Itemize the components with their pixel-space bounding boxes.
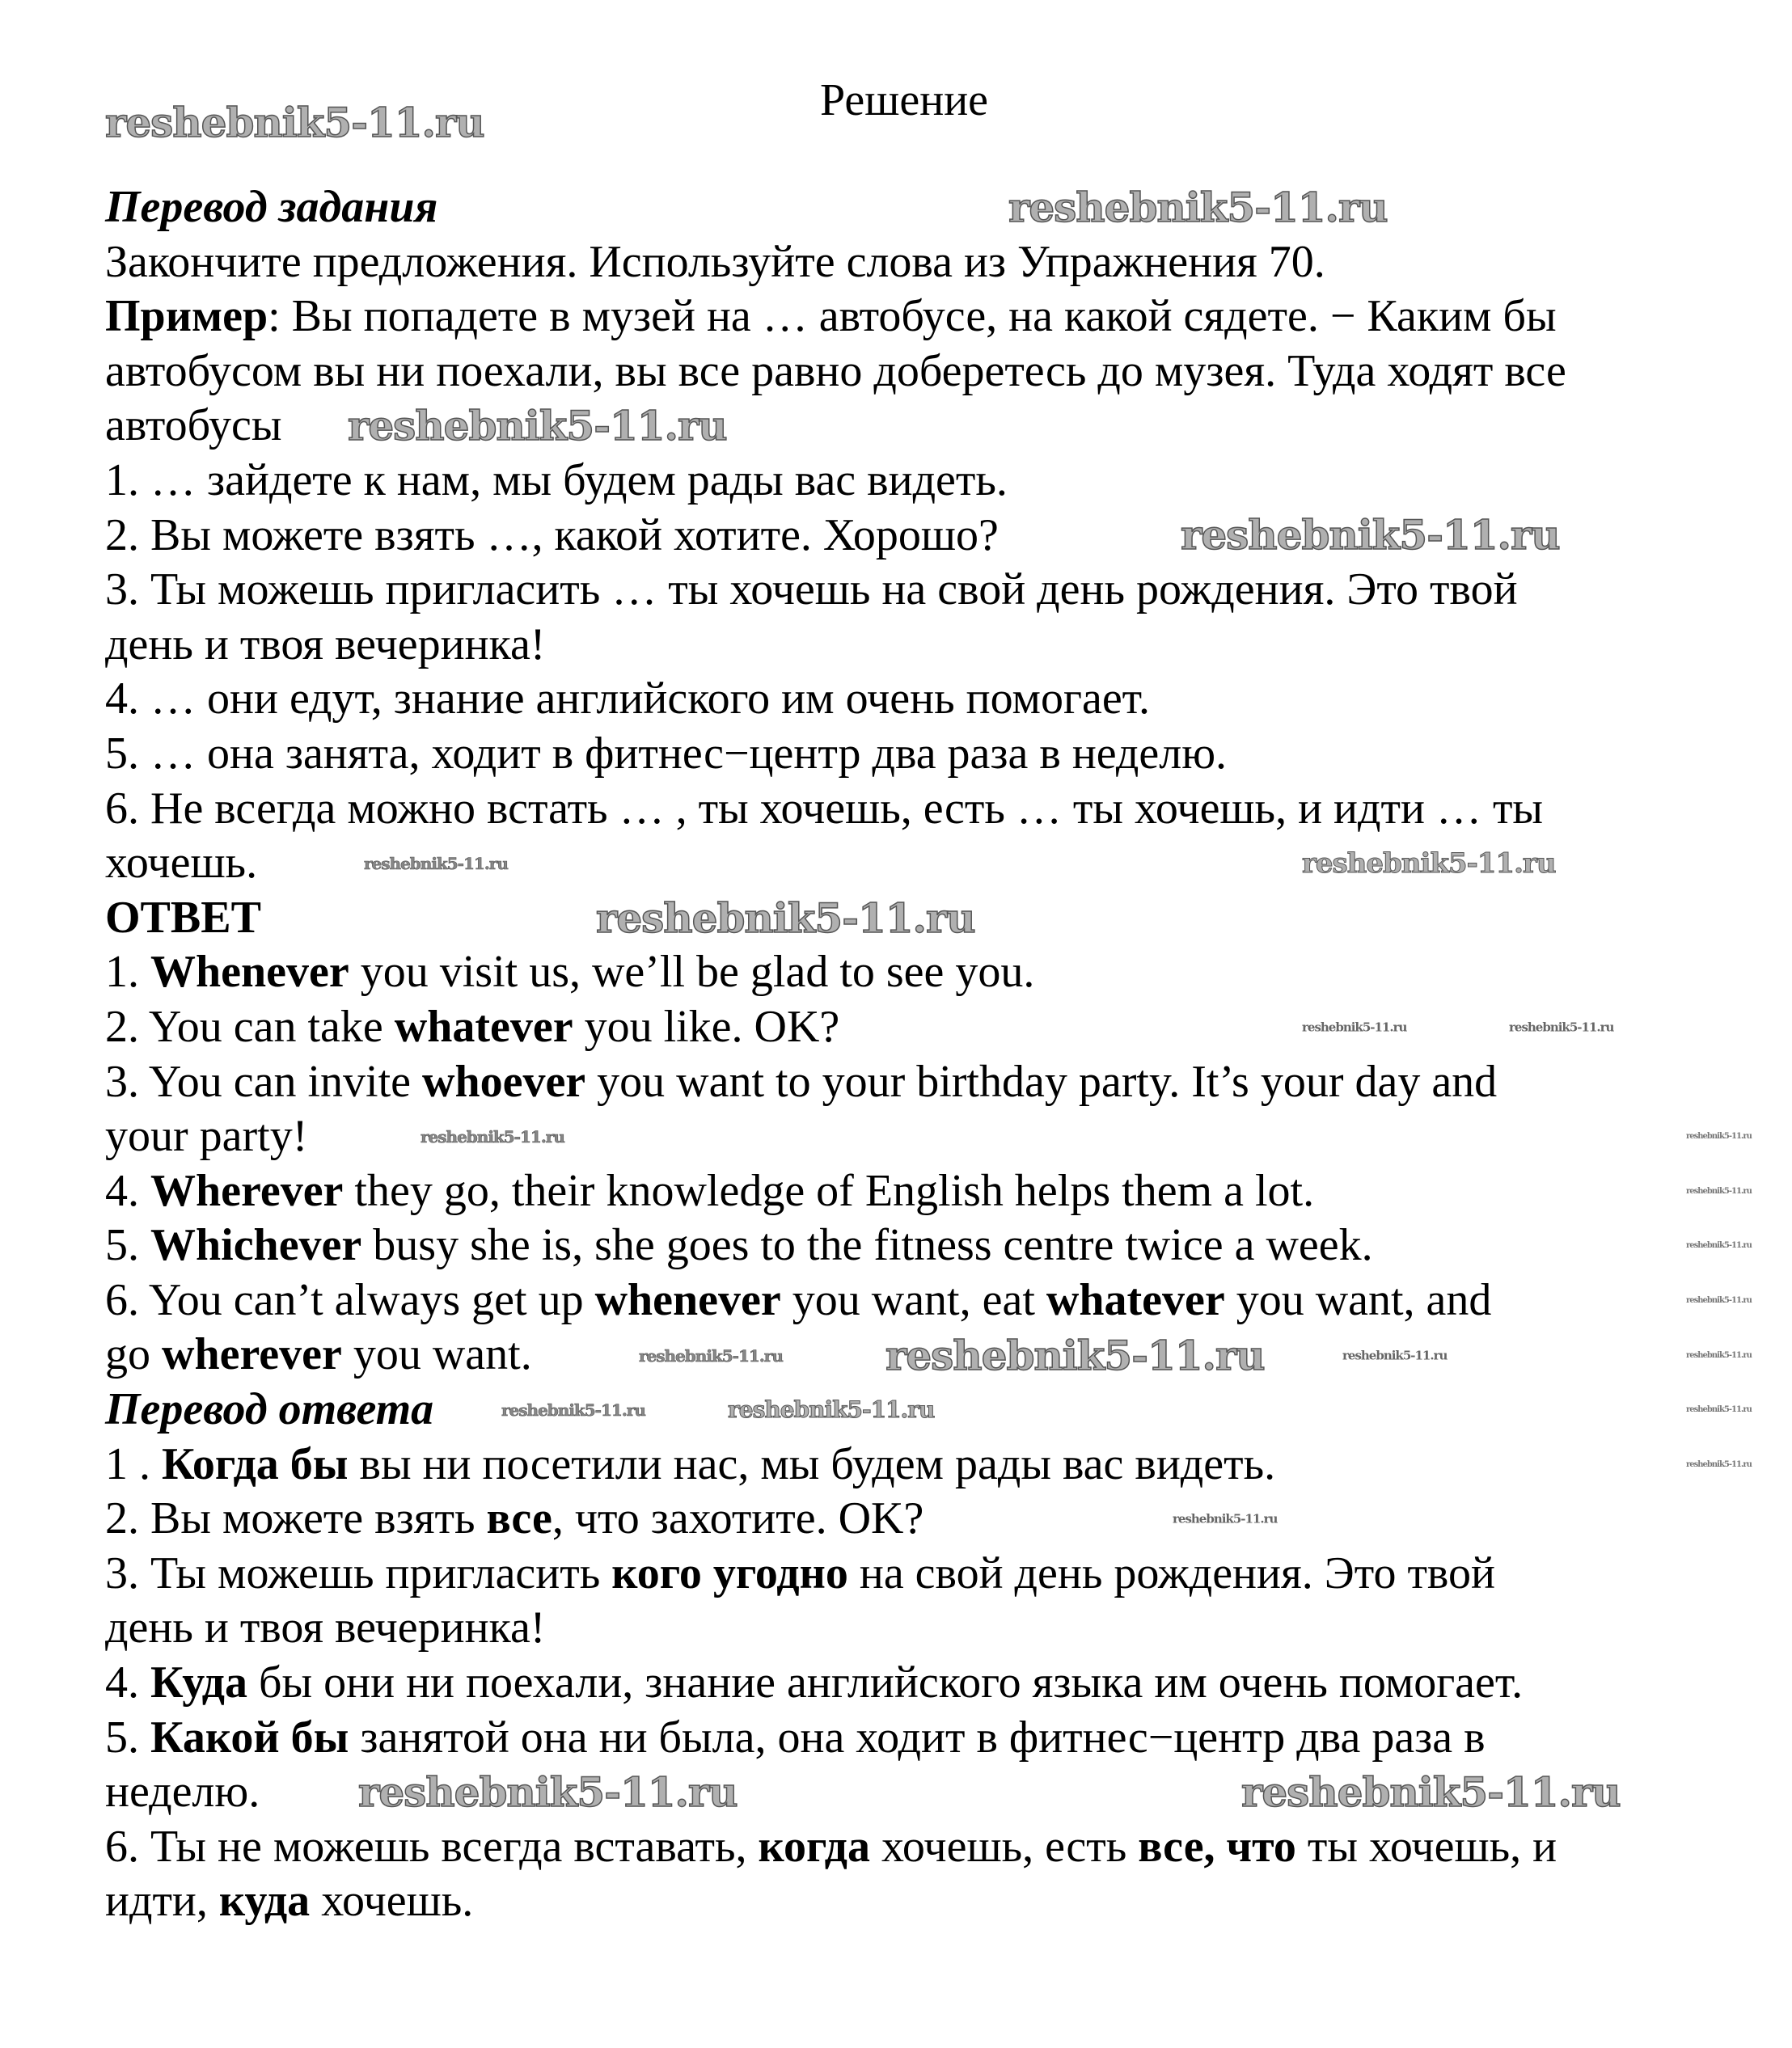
text-segment: they go, their knowledge of English helps them a lot. xyxy=(343,1165,1315,1216)
text-segment: 4. … они едут, знание английского им очень помогает. xyxy=(105,674,1150,724)
bold-text: ОТВЕТ xyxy=(105,892,261,943)
text-segment: you want to your birthday party. It’s your day and xyxy=(585,1056,1498,1107)
text-segment: 5. xyxy=(105,1712,150,1763)
text-segment: busy she is, she goes to the fitness centre twice a week. xyxy=(361,1220,1373,1271)
task-line xyxy=(105,727,1566,782)
text-segment: 6. Ты не можешь всегда вставать, xyxy=(105,1821,759,1872)
text-segment: хочешь, есть xyxy=(870,1821,1139,1872)
answer-line xyxy=(105,1164,1566,1219)
bold-text: Когда бы xyxy=(162,1438,349,1489)
bold-text: whoever xyxy=(422,1056,586,1107)
text-segment: 3. Ты можешь пригласить xyxy=(105,1548,612,1598)
task-line xyxy=(105,782,1566,837)
text-segment: 2. Вы можете взять xyxy=(105,1493,487,1544)
task-line xyxy=(105,672,1566,727)
text-segment: 2. Вы можете взять …, какой хотите. Хорошо? xyxy=(105,509,999,560)
bold-text: whatever xyxy=(394,1001,573,1052)
heading-text: Перевод задания xyxy=(105,182,438,232)
bold-text: Пример xyxy=(105,291,268,342)
heading-text: Перевод ответа xyxy=(105,1384,434,1435)
text-segment: : Вы попадете в музей на … автобусе, на какой сядете. − Каким бы xyxy=(268,291,1557,342)
watermark-logo: reshebnik5-11.ru xyxy=(1686,1296,1752,1305)
text-segment: на свой день рождения. Это твой xyxy=(847,1548,1495,1598)
watermark-logo: reshebnik5-11.ru xyxy=(1686,1187,1752,1196)
watermark-logo: reshebnik5-11.ru xyxy=(1342,1348,1448,1363)
text-segment: 6. Не всегда можно встать … , ты хочешь, есть … ты хочешь, и идти … ты xyxy=(105,783,1544,834)
text-segment: ты хочешь, и xyxy=(1295,1821,1557,1872)
text-segment: 5. … она занята, ходит в фитнес−центр два раза в неделю. xyxy=(105,728,1228,779)
text-segment: идти, xyxy=(105,1876,219,1927)
answer-line xyxy=(105,1273,1566,1328)
text-segment: 1 . xyxy=(105,1438,162,1489)
text-segment: 1. … зайдете к нам, мы будем рады вас видеть. xyxy=(105,454,1008,505)
text-segment: you want, eat xyxy=(780,1274,1046,1325)
watermark-logo: reshebnik5-11.ru xyxy=(501,1400,645,1420)
text-segment: 4. xyxy=(105,1165,150,1216)
watermark-logo: reshebnik5-11.ru xyxy=(1686,1241,1752,1250)
text-segment: день и твоя вечеринка! xyxy=(105,1603,546,1653)
text-segment: you like. OK? xyxy=(573,1001,840,1052)
task-line xyxy=(105,235,1566,290)
watermark-logo: reshebnik5-11.ru xyxy=(728,1396,935,1423)
text-segment: you visit us, we’ll be glad to see you. xyxy=(349,947,1035,998)
task-line xyxy=(105,454,1566,509)
bold-text: whatever xyxy=(1046,1274,1225,1325)
text-segment: 4. xyxy=(105,1657,150,1708)
task-line xyxy=(105,289,1566,344)
watermark-logo: reshebnik5-11.ru xyxy=(1008,184,1388,231)
bold-text: wherever xyxy=(162,1329,342,1380)
watermark-logo: reshebnik5-11.ru xyxy=(364,854,508,873)
bold-text: Wherever xyxy=(150,1165,344,1216)
bold-text: Какой бы xyxy=(150,1712,349,1763)
bold-text: whenever xyxy=(594,1274,781,1325)
document-body xyxy=(105,180,1566,1929)
answer-line xyxy=(105,1055,1566,1110)
answer-translation-line xyxy=(105,1601,1566,1656)
watermark-logo: reshebnik5-11.ru xyxy=(1686,1351,1752,1360)
text-segment: автобусы xyxy=(105,400,282,451)
answer-translation-line xyxy=(105,1874,1566,1929)
watermark-logo: reshebnik5-11.ru xyxy=(1241,1768,1621,1816)
watermark-logo: reshebnik5-11.ru xyxy=(1173,1511,1278,1526)
text-segment: неделю. xyxy=(105,1767,260,1818)
answer-translation-line xyxy=(105,1820,1566,1875)
bold-text: все, что xyxy=(1138,1821,1296,1872)
text-segment: вы ни посетили нас, мы будем рады вас видеть. xyxy=(348,1438,1276,1489)
text-segment: 6. You can’t always get up xyxy=(105,1274,595,1325)
watermark-logo: reshebnik5-11.ru xyxy=(885,1332,1265,1379)
answer-translation-line xyxy=(105,1656,1566,1711)
text-segment: бы они ни поехали, знание английского языка им очень помогает. xyxy=(247,1657,1524,1708)
text-segment: 1. xyxy=(105,947,150,998)
text-segment: go xyxy=(105,1329,162,1380)
text-segment: you want, and xyxy=(1224,1274,1492,1325)
task-line xyxy=(105,399,1566,454)
answer-translation-line xyxy=(105,1438,1566,1493)
text-segment: хочешь. xyxy=(310,1876,474,1927)
text-segment: 3. You can invite xyxy=(105,1056,422,1107)
watermark-logo: reshebnik5-11.ru xyxy=(105,99,484,146)
answer-translation-line xyxy=(105,1711,1566,1766)
watermark-logo: reshebnik5-11.ru xyxy=(1302,847,1556,880)
text-segment: день и твоя вечеринка! xyxy=(105,619,546,669)
bold-text: кого угодно xyxy=(611,1548,848,1598)
task-line xyxy=(105,344,1566,399)
text-segment: 5. xyxy=(105,1220,150,1271)
text-segment: you want. xyxy=(341,1329,532,1380)
watermark-logo: reshebnik5-11.ru xyxy=(1181,511,1560,559)
watermark-logo: reshebnik5-11.ru xyxy=(358,1768,738,1816)
text-segment: Закончите предложения. Используйте слова из Упражнения 70. xyxy=(105,236,1325,287)
watermark-logo: reshebnik5-11.ru xyxy=(421,1127,564,1146)
bold-text: когда xyxy=(758,1821,871,1872)
bold-text: все xyxy=(486,1493,552,1544)
task-line xyxy=(105,563,1566,618)
watermark-logo: reshebnik5-11.ru xyxy=(348,402,727,450)
page-title: Решение xyxy=(819,75,989,125)
watermark-logo: reshebnik5-11.ru xyxy=(1686,1460,1752,1469)
answer-translation-line xyxy=(105,1492,1566,1547)
watermark-logo: reshebnik5-11.ru xyxy=(1686,1405,1752,1414)
bold-text: Куда xyxy=(150,1657,248,1708)
text-segment: 2. You can take xyxy=(105,1001,395,1052)
text-segment: 3. Ты можешь пригласить … ты хочешь на свой день рождения. Это твой xyxy=(105,564,1518,615)
answer-line xyxy=(105,1109,1566,1164)
watermark-logo: reshebnik5-11.ru xyxy=(1302,1020,1407,1035)
watermark-logo: reshebnik5-11.ru xyxy=(1686,1132,1752,1141)
answer-line xyxy=(105,945,1566,1000)
text-segment: хочешь. xyxy=(105,838,258,889)
text-segment: your party! xyxy=(105,1111,308,1162)
task-line xyxy=(105,618,1566,673)
answer-translation-line xyxy=(105,1547,1566,1602)
watermark-logo: reshebnik5-11.ru xyxy=(639,1346,783,1366)
text-segment: автобусом вы ни поехали, вы все равно доберетесь до музея. Туда ходят все xyxy=(105,345,1566,396)
text-segment: , что захотите. OK? xyxy=(552,1493,924,1544)
bold-text: Whichever xyxy=(150,1220,362,1271)
answer-line xyxy=(105,1218,1566,1273)
watermark-logo: reshebnik5-11.ru xyxy=(1509,1020,1614,1035)
text-segment: занятой она ни была, она ходит в фитнес−центр два раза в xyxy=(349,1712,1486,1763)
watermark-logo: reshebnik5-11.ru xyxy=(596,894,975,942)
bold-text: куда xyxy=(218,1876,311,1927)
bold-text: Whenever xyxy=(150,947,349,998)
